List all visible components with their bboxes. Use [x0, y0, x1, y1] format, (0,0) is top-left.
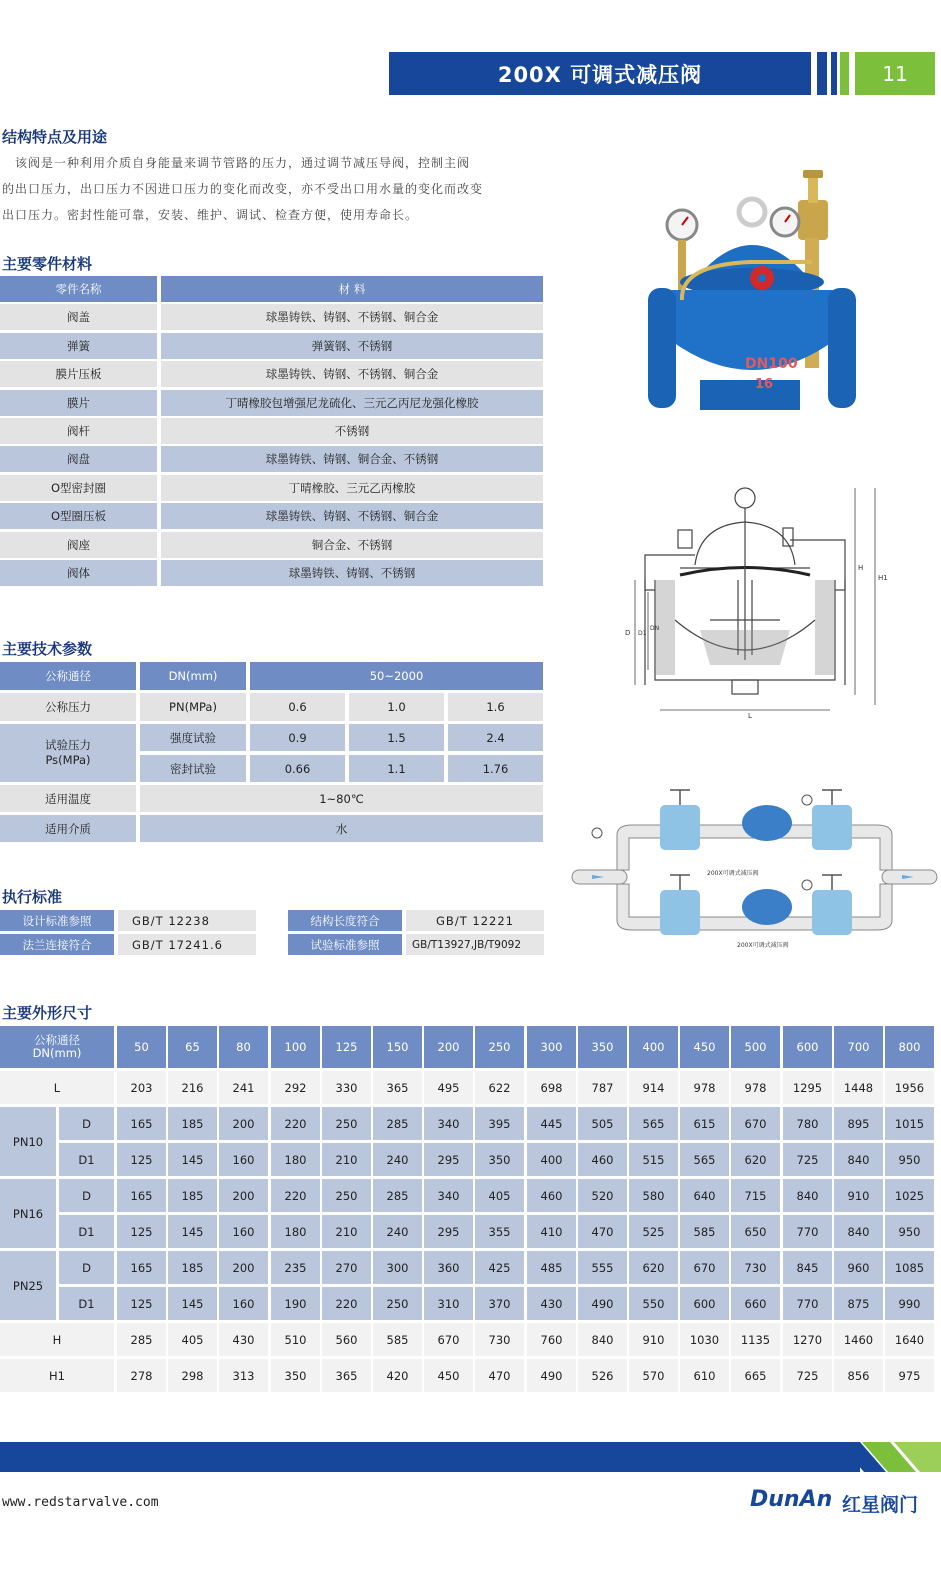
materials-part-cell: 膜片 [0, 390, 157, 416]
dims-H1-cell: 278 [117, 1359, 166, 1392]
footer-stripes [838, 1442, 941, 1472]
dims-H1-cell: 350 [271, 1359, 320, 1392]
materials-part-cell: 阀座 [0, 532, 157, 558]
dims-group-label: PN25 [0, 1251, 56, 1320]
dims-D1-cell: 470 [578, 1215, 627, 1248]
tech-pn-value: 1.0 [349, 693, 444, 721]
install-caption: 200X可调式减压阀 [737, 942, 789, 949]
dims-D-label: D [59, 1251, 114, 1284]
tech-medium-label: 适用介质 [0, 815, 136, 842]
tech-nominal-pressure-label: 公称压力 [0, 693, 136, 721]
dims-D1-cell: 565 [680, 1143, 729, 1176]
materials-part-cell: 阀盖 [0, 304, 157, 330]
dims-D1-cell: 160 [219, 1143, 268, 1176]
dims-D1-cell: 240 [373, 1143, 422, 1176]
section-title-standards: 执行标准 [2, 888, 63, 906]
dims-D-cell: 300 [373, 1251, 422, 1284]
dims-D-cell: 730 [731, 1251, 780, 1284]
dims-H1-cell: 470 [475, 1359, 524, 1392]
standard-label: 法兰连接符合 [0, 934, 114, 955]
tech-dn-range: 50~2000 [250, 662, 543, 690]
dims-D-cell: 460 [527, 1179, 576, 1212]
dims-D-cell: 555 [578, 1251, 627, 1284]
section-title-features: 结构特点及用途 [2, 128, 108, 146]
tech-seal-value: 0.66 [250, 755, 345, 782]
dims-D1-cell: 190 [271, 1287, 320, 1320]
dims-D-cell: 250 [322, 1179, 371, 1212]
tech-seal-value: 1.76 [448, 755, 543, 782]
dims-D1-cell: 295 [424, 1143, 473, 1176]
dims-dn-header: 65 [168, 1026, 217, 1068]
dims-L-cell: 1448 [834, 1071, 883, 1104]
dims-L-cell: 203 [117, 1071, 166, 1104]
materials-part-cell: 弹簧 [0, 333, 157, 359]
dims-D1-cell: 950 [885, 1143, 934, 1176]
dims-D-cell: 285 [373, 1107, 422, 1140]
dims-corner-header [0, 1026, 114, 1068]
dims-dn-header: 700 [834, 1026, 883, 1068]
dims-D1-cell: 125 [117, 1287, 166, 1320]
dims-D-cell: 185 [168, 1251, 217, 1284]
dims-H-cell: 1030 [680, 1323, 729, 1356]
dims-H1-cell: 570 [629, 1359, 678, 1392]
dims-D1-cell: 160 [219, 1215, 268, 1248]
materials-part-cell: 阀盘 [0, 446, 157, 472]
dims-H1-cell: 298 [168, 1359, 217, 1392]
gauge-icon [592, 828, 602, 838]
dims-H-cell: 670 [424, 1323, 473, 1356]
dims-D1-label: D1 [59, 1143, 114, 1176]
dims-D1-cell: 550 [629, 1287, 678, 1320]
dims-D1-cell: 410 [527, 1215, 576, 1248]
dims-D1-cell: 515 [629, 1143, 678, 1176]
dims-H1-cell: 490 [527, 1359, 576, 1392]
dims-H-cell: 910 [629, 1323, 678, 1356]
valve-product-image [640, 170, 870, 430]
section-title-tech: 主要技术参数 [2, 640, 93, 658]
dims-dn-header: 350 [578, 1026, 627, 1068]
dims-D1-cell: 770 [783, 1287, 832, 1320]
tech-seal-value: 1.1 [349, 755, 444, 782]
dims-H1-cell: 365 [322, 1359, 371, 1392]
outlet-flange [828, 288, 856, 408]
dims-D1-cell: 145 [168, 1287, 217, 1320]
dims-D-cell: 340 [424, 1179, 473, 1212]
dims-L-cell: 495 [424, 1071, 473, 1104]
dims-H-cell: 1640 [885, 1323, 934, 1356]
dims-H1-cell: 725 [783, 1359, 832, 1392]
gauge-icon [802, 795, 812, 805]
dims-D-cell: 185 [168, 1179, 217, 1212]
dims-D1-cell: 840 [834, 1215, 883, 1248]
dims-D-cell: 670 [680, 1251, 729, 1284]
dims-L-cell: 365 [373, 1071, 422, 1104]
dims-D-cell: 1085 [885, 1251, 934, 1284]
dims-D1-cell: 145 [168, 1215, 217, 1248]
dims-H-cell: 560 [322, 1323, 371, 1356]
dims-D1-cell: 600 [680, 1287, 729, 1320]
standard-value: GB/T 17241.6 [118, 934, 256, 955]
dims-D1-cell: 355 [475, 1215, 524, 1248]
header-stripe [840, 52, 849, 95]
dim-label-D1: D1 [638, 630, 647, 637]
materials-material-cell: 弹簧钢、不锈钢 [161, 333, 543, 359]
materials-material-cell: 丁晴橡胶、三元乙丙橡胶 [161, 475, 543, 501]
materials-material-cell: 球墨铸铁、铸钢、不锈钢 [161, 560, 543, 586]
dims-L-cell: 978 [680, 1071, 729, 1104]
tech-temp-value: 1~80℃ [140, 785, 543, 812]
dims-L-cell: 787 [578, 1071, 627, 1104]
dims-H-label: H [0, 1323, 114, 1356]
dim-label-H: H [858, 564, 864, 572]
dims-dn-header: 200 [424, 1026, 473, 1068]
dims-dn-header: 250 [475, 1026, 524, 1068]
tech-strength-test-label: 强度试验 [140, 724, 246, 751]
dims-H-cell: 760 [527, 1323, 576, 1356]
dims-D-cell: 615 [680, 1107, 729, 1140]
lifting-eye [739, 199, 765, 225]
dim-label-D: D [625, 629, 631, 637]
footer-url[interactable]: www.redstarvalve.com [2, 1495, 159, 1510]
dims-D1-cell: 770 [783, 1215, 832, 1248]
dims-H-cell: 285 [117, 1323, 166, 1356]
dims-D-cell: 445 [527, 1107, 576, 1140]
tech-test-pressure-label [0, 724, 136, 782]
tech-dn-unit: DN(mm) [140, 662, 246, 690]
dims-D-cell: 165 [117, 1107, 166, 1140]
dims-corner-line2: DN(mm) [32, 1046, 82, 1060]
dims-group-label: PN10 [0, 1107, 56, 1176]
dims-D-cell: 340 [424, 1107, 473, 1140]
dims-D-cell: 960 [834, 1251, 883, 1284]
materials-part-cell: 膜片压板 [0, 361, 157, 387]
dims-D1-cell: 490 [578, 1287, 627, 1320]
materials-material-cell: 球墨铸铁、铸钢、不锈钢、铜合金 [161, 361, 543, 387]
page-number: 11 [855, 52, 935, 95]
dims-D-cell: 200 [219, 1107, 268, 1140]
dims-D-cell: 1025 [885, 1179, 934, 1212]
dims-D1-cell: 310 [424, 1287, 473, 1320]
dims-D1-cell: 460 [578, 1143, 627, 1176]
dims-D1-cell: 875 [834, 1287, 883, 1320]
dims-D1-cell: 585 [680, 1215, 729, 1248]
dims-D1-cell: 295 [424, 1215, 473, 1248]
intro-line: 的出口压力，出口压力不因进口压力的变化而改变，亦不受出口用水量的变化而改变 [2, 182, 484, 196]
install-caption: 200X可调式减压阀 [707, 870, 759, 877]
standard-label: 结构长度符合 [288, 910, 402, 931]
brand-logo-cn: 红星阀门 [842, 1494, 919, 1516]
dims-dn-header: 600 [783, 1026, 832, 1068]
nameplate-text: 16 [755, 377, 774, 392]
dims-group-label: PN16 [0, 1179, 56, 1248]
dims-H-cell: 585 [373, 1323, 422, 1356]
dims-dn-header: 500 [731, 1026, 780, 1068]
dims-dn-header: 50 [117, 1026, 166, 1068]
standard-label: 设计标准参照 [0, 910, 114, 931]
tech-strength-value: 1.5 [349, 724, 444, 751]
header-stripe [817, 52, 827, 95]
dims-dn-header: 80 [219, 1026, 268, 1068]
dims-H-cell: 730 [475, 1323, 524, 1356]
dims-H1-cell: 856 [834, 1359, 883, 1392]
materials-material-cell: 球墨铸铁、铸钢、不锈钢、铜合金 [161, 503, 543, 529]
dims-L-cell: 978 [731, 1071, 780, 1104]
tech-pn-value: 1.6 [448, 693, 543, 721]
dims-H1-cell: 420 [373, 1359, 422, 1392]
dims-D-cell: 670 [731, 1107, 780, 1140]
dims-dn-header: 400 [629, 1026, 678, 1068]
dims-D-cell: 250 [322, 1107, 371, 1140]
dims-D-cell: 285 [373, 1179, 422, 1212]
tech-pn-value: 0.6 [250, 693, 345, 721]
dims-H1-cell: 526 [578, 1359, 627, 1392]
dims-H1-cell: 610 [680, 1359, 729, 1392]
section-title-materials: 主要零件材料 [2, 255, 93, 273]
materials-header-part: 零件名称 [0, 276, 157, 302]
dims-D-cell: 895 [834, 1107, 883, 1140]
dims-dn-header: 125 [322, 1026, 371, 1068]
dims-D1-cell: 125 [117, 1143, 166, 1176]
dims-L-cell: 622 [475, 1071, 524, 1104]
tech-nominal-dia-label: 公称通径 [0, 662, 136, 690]
dims-D-cell: 395 [475, 1107, 524, 1140]
dims-D-cell: 840 [783, 1179, 832, 1212]
standard-value: GB/T 12238 [118, 910, 256, 931]
dims-dn-header: 450 [680, 1026, 729, 1068]
dims-dn-header: 150 [373, 1026, 422, 1068]
dims-D1-cell: 650 [731, 1215, 780, 1248]
dims-D-cell: 425 [475, 1251, 524, 1284]
dims-L-cell: 216 [168, 1071, 217, 1104]
dims-H1-cell: 450 [424, 1359, 473, 1392]
materials-part-cell: 阀杆 [0, 418, 157, 444]
gauge-icon [802, 880, 812, 890]
dims-H1-cell: 313 [219, 1359, 268, 1392]
footer-bar [0, 1442, 860, 1472]
dims-D-cell: 220 [271, 1107, 320, 1140]
dims-H-cell: 430 [219, 1323, 268, 1356]
dims-D1-cell: 180 [271, 1215, 320, 1248]
inlet-flange [648, 288, 676, 408]
dims-D1-cell: 350 [475, 1143, 524, 1176]
intro-line: 该阀是一种利用介质自身能量来调节管路的压力，通过调节减压导阀，控制主阀 [2, 156, 471, 170]
dims-H-cell: 1270 [783, 1323, 832, 1356]
dims-D1-cell: 125 [117, 1215, 166, 1248]
materials-part-cell: 阀体 [0, 560, 157, 586]
standard-label: 试验标准参照 [288, 934, 402, 955]
header-stripe [831, 52, 837, 95]
materials-material-cell: 铜合金、不锈钢 [161, 532, 543, 558]
tech-seal-test-label: 密封试验 [140, 755, 246, 782]
valve-section-drawing [600, 480, 888, 720]
dims-D-cell: 165 [117, 1179, 166, 1212]
dims-D-cell: 405 [475, 1179, 524, 1212]
nameplate-text: DN100 [745, 356, 798, 372]
dims-D-cell: 580 [629, 1179, 678, 1212]
dims-H1-cell: 665 [731, 1359, 780, 1392]
dims-D1-cell: 220 [322, 1287, 371, 1320]
dims-dn-header: 800 [885, 1026, 934, 1068]
materials-part-cell: O型密封圈 [0, 475, 157, 501]
dims-H-cell: 510 [271, 1323, 320, 1356]
dims-D-cell: 910 [834, 1179, 883, 1212]
tech-test-pressure-line2: Ps(MPa) [45, 753, 91, 767]
standard-value: GB/T13927,JB/T9092 [406, 934, 544, 955]
dims-D1-cell: 180 [271, 1143, 320, 1176]
page-title: 200X 可调式减压阀 [389, 52, 811, 95]
dims-D-label: D [59, 1107, 114, 1140]
tech-test-pressure-line1: 试验压力 [45, 738, 91, 752]
dims-H-cell: 1460 [834, 1323, 883, 1356]
dims-D-cell: 200 [219, 1251, 268, 1284]
dims-H1-cell: 975 [885, 1359, 934, 1392]
dims-L-cell: 292 [271, 1071, 320, 1104]
standard-value: GB/T 12221 [406, 910, 544, 931]
materials-part-cell: O型圈压板 [0, 503, 157, 529]
dims-D-label: D [59, 1179, 114, 1212]
dims-D-cell: 565 [629, 1107, 678, 1140]
dims-D-cell: 220 [271, 1179, 320, 1212]
materials-header-material: 材 料 [161, 276, 543, 302]
dims-D1-cell: 160 [219, 1287, 268, 1320]
dims-H-cell: 1135 [731, 1323, 780, 1356]
dims-D-cell: 185 [168, 1107, 217, 1140]
dims-D1-cell: 210 [322, 1143, 371, 1176]
dims-D1-cell: 950 [885, 1215, 934, 1248]
dims-D-cell: 1015 [885, 1107, 934, 1140]
intro-paragraph [2, 150, 562, 228]
dims-D1-label: D1 [59, 1215, 114, 1248]
dims-D-cell: 640 [680, 1179, 729, 1212]
dims-D-cell: 845 [783, 1251, 832, 1284]
dim-label-DN: DN [650, 625, 660, 632]
dims-D-cell: 235 [271, 1251, 320, 1284]
dims-D1-cell: 400 [527, 1143, 576, 1176]
dims-L-cell: 698 [527, 1071, 576, 1104]
dims-H-cell: 840 [578, 1323, 627, 1356]
dims-D-cell: 270 [322, 1251, 371, 1284]
tech-pn-unit: PN(MPa) [140, 693, 246, 721]
dims-D1-cell: 525 [629, 1215, 678, 1248]
dims-H1-label: H1 [0, 1359, 114, 1392]
dims-L-cell: 330 [322, 1071, 371, 1104]
tech-medium-value: 水 [140, 815, 543, 842]
tech-temp-label: 适用温度 [0, 785, 136, 812]
tech-strength-value: 0.9 [250, 724, 345, 751]
dims-D-cell: 620 [629, 1251, 678, 1284]
dims-D-cell: 505 [578, 1107, 627, 1140]
materials-material-cell: 球墨铸铁、铸钢、不锈钢、铜合金 [161, 304, 543, 330]
tech-strength-value: 2.4 [448, 724, 543, 751]
brand-logo: DunAn [750, 1487, 833, 1512]
dims-D1-cell: 725 [783, 1143, 832, 1176]
dims-D1-cell: 660 [731, 1287, 780, 1320]
dims-corner-line1: 公称通径 [34, 1033, 80, 1047]
dims-D1-cell: 210 [322, 1215, 371, 1248]
materials-material-cell: 丁晴橡胶包增强尼龙硫化、三元乙丙尼龙强化橡胶 [161, 390, 543, 416]
dim-label-L: L [748, 712, 752, 720]
dims-D1-cell: 250 [373, 1287, 422, 1320]
installation-diagram [572, 785, 937, 955]
dims-D-cell: 485 [527, 1251, 576, 1284]
dims-D-cell: 360 [424, 1251, 473, 1284]
dims-D-cell: 715 [731, 1179, 780, 1212]
dims-D-cell: 520 [578, 1179, 627, 1212]
dims-L-cell: 1956 [885, 1071, 934, 1104]
materials-material-cell: 球墨铸铁、铸钢、铜合金、不锈钢 [161, 446, 543, 472]
dims-D1-cell: 620 [731, 1143, 780, 1176]
dims-D1-cell: 145 [168, 1143, 217, 1176]
dims-dn-header: 300 [527, 1026, 576, 1068]
intro-line: 出口压力。密封性能可靠，安装、维护、调试、检查方便，使用寿命长。 [2, 208, 419, 222]
dims-L-label: L [0, 1071, 114, 1104]
dims-H-cell: 405 [168, 1323, 217, 1356]
dims-D1-cell: 370 [475, 1287, 524, 1320]
dims-D1-cell: 840 [834, 1143, 883, 1176]
dims-D-cell: 780 [783, 1107, 832, 1140]
materials-material-cell: 不锈钢 [161, 418, 543, 444]
dims-L-cell: 1295 [783, 1071, 832, 1104]
dims-L-cell: 241 [219, 1071, 268, 1104]
dims-L-cell: 914 [629, 1071, 678, 1104]
dim-label-H1: H1 [878, 574, 888, 582]
dims-D1-cell: 430 [527, 1287, 576, 1320]
pilot-valve [798, 200, 828, 240]
section-title-dimensions: 主要外形尺寸 [2, 1004, 93, 1022]
dims-D1-cell: 240 [373, 1215, 422, 1248]
dims-dn-header: 100 [271, 1026, 320, 1068]
dims-D1-label: D1 [59, 1287, 114, 1320]
dims-D-cell: 165 [117, 1251, 166, 1284]
dims-D-cell: 200 [219, 1179, 268, 1212]
dims-D1-cell: 990 [885, 1287, 934, 1320]
